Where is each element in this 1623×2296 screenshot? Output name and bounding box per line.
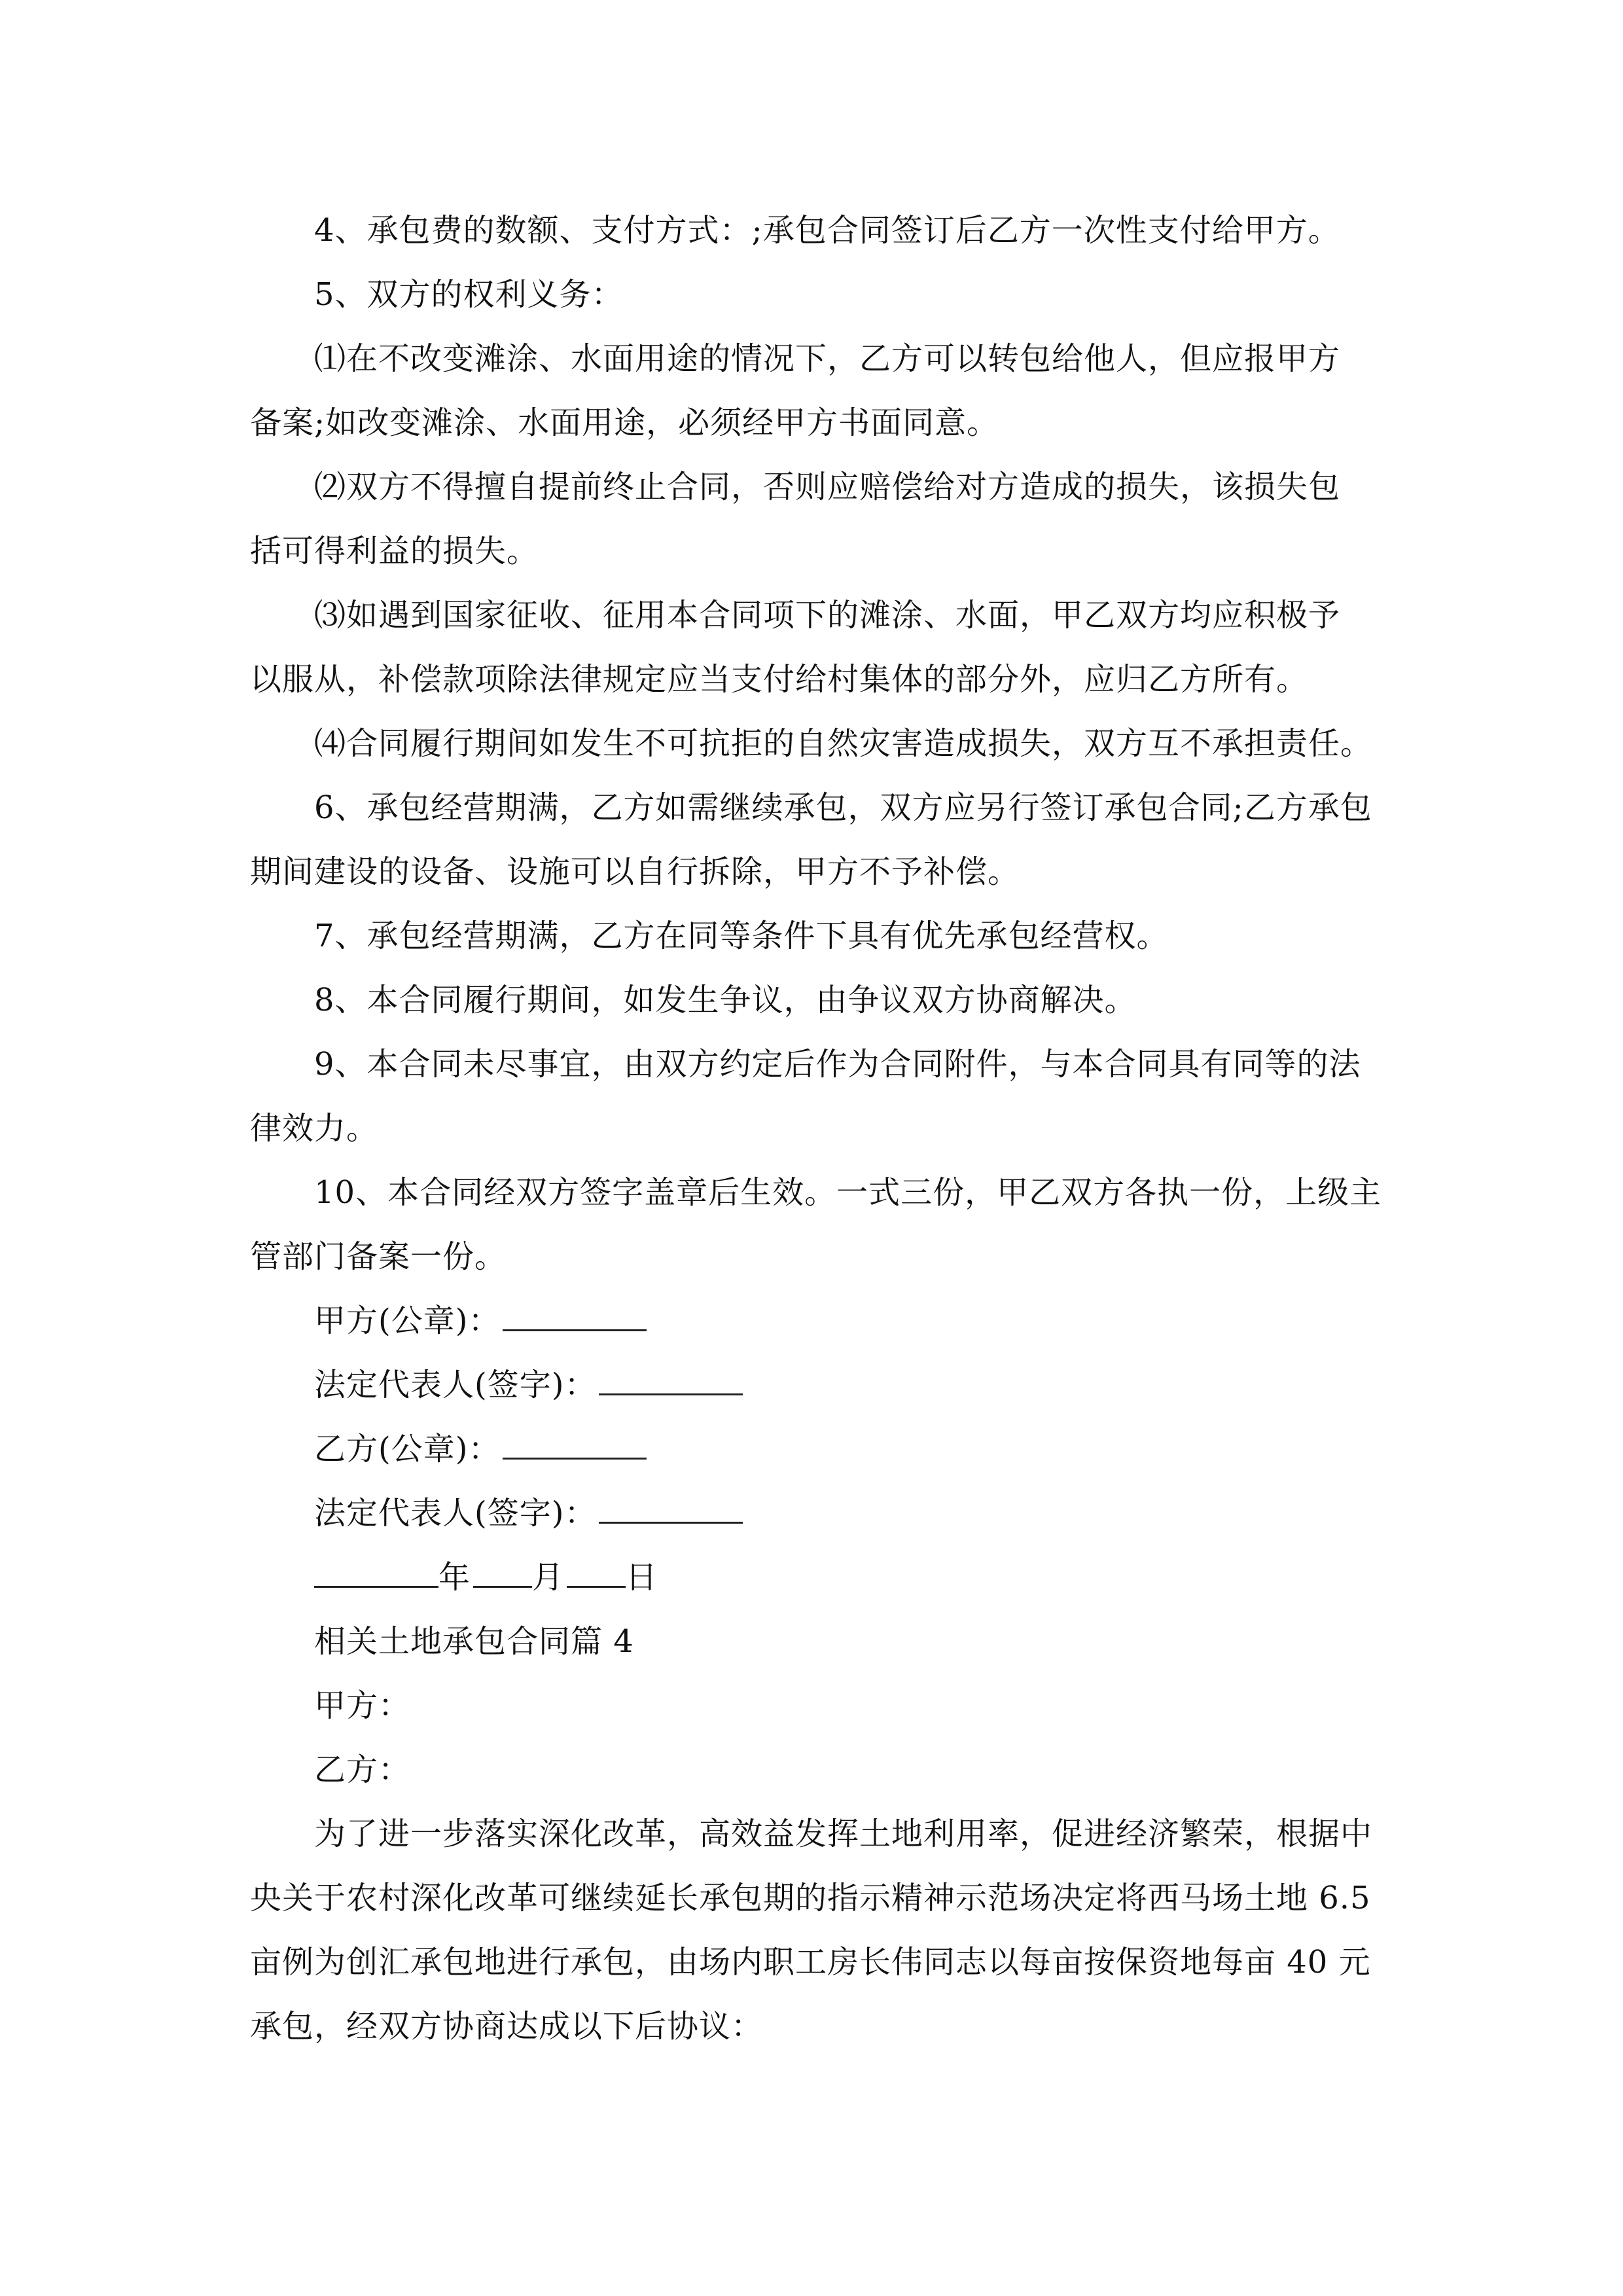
- party-b-seal-blank: [503, 1417, 647, 1460]
- clause-5-4: ⑷合同履行期间如发生不可抗拒的自然灾害造成损失，双方互不承担责任。: [314, 725, 1373, 762]
- clause-7: 7、承包经营期满，乙方在同等条件下具有优先承包经营权。: [314, 918, 1169, 954]
- party-a-rep-line: [0, 1352, 1623, 1418]
- clause-5-3-line-2: 以服从，补偿款项除法律规定应当支付给村集体的部分外，应归乙方所有。: [250, 661, 1309, 698]
- party-b-label: 乙方：: [314, 1751, 411, 1788]
- party-a-rep-blank: [599, 1353, 743, 1395]
- date-year-label: 年: [438, 1559, 471, 1596]
- date-month-blank: [473, 1545, 532, 1588]
- clause-5-3-line-1: ⑶如遇到国家征收、征用本合同项下的滩涂、水面，甲乙双方均应积极予: [314, 597, 1341, 634]
- clause-9-line-1: 9、本合同未尽事宜，由双方约定后作为合同附件，与本合同具有同等的法: [314, 1046, 1361, 1083]
- clause-5-2-line-1: ⑵双方不得擅自提前终止合同，否则应赔偿给对方造成的损失，该损失包: [314, 469, 1341, 505]
- party-a-seal-blank: [503, 1289, 647, 1331]
- party-a-seal-label: 甲方(公章)：: [314, 1302, 501, 1339]
- preamble-line-4: 承包，经双方协商达成以下后协议：: [250, 2008, 764, 2045]
- date-year-blank: [314, 1545, 438, 1588]
- party-b-seal-line: [0, 1416, 1623, 1482]
- clause-8: 8、本合同履行期间，如发生争议，由争议双方协商解决。: [314, 982, 1137, 1018]
- signing-date-line: [0, 1545, 1623, 1610]
- party-a-label: 甲方：: [314, 1687, 411, 1724]
- party-b-rep-blank: [599, 1481, 743, 1524]
- clause-10-line-1: 10、本合同经双方签字盖章后生效。一式三份，甲乙双方各执一份，上级主: [314, 1174, 1382, 1211]
- party-a-rep-label: 法定代表人(签字)：: [314, 1367, 597, 1403]
- party-a-seal-line: [0, 1288, 1623, 1354]
- clause-10-line-2: 管部门备案一份。: [250, 1238, 507, 1275]
- clause-5-1-line-2: 备案;如改变滩涂、水面用途，必须经甲方书面同意。: [250, 404, 999, 441]
- date-month-label: 月: [532, 1559, 565, 1596]
- section-title: 相关土地承包合同篇 4: [314, 1623, 634, 1660]
- party-b-rep-line: [0, 1480, 1623, 1546]
- party-b-seal-label: 乙方(公章)：: [314, 1431, 501, 1467]
- preamble-line-3: 亩例为创汇承包地进行承包，由场内职工房长伟同志以每亩按保资地每亩 40 元: [250, 1944, 1371, 1981]
- clause-5-1-line-1: ⑴在不改变滩涂、水面用途的情况下，乙方可以转包给他人，但应报甲方: [314, 340, 1341, 377]
- preamble-line-2: 央关于农村深化改革可继续延长承包期的指示精神示范场决定将西马场土地 6.5: [250, 1880, 1371, 1916]
- clause-5-heading: 5、双方的权利义务：: [314, 276, 624, 313]
- clause-9-line-2: 律效力。: [250, 1110, 379, 1147]
- clause-6-line-2: 期间建设的设备、设施可以自行拆除，甲方不予补偿。: [250, 853, 1020, 890]
- clause-5-2-line-2: 括可得利益的损失。: [250, 533, 539, 569]
- preamble-line-1: 为了进一步落实深化改革，高效益发挥土地利用率，促进经济繁荣，根据中: [314, 1816, 1373, 1852]
- date-day-label: 日: [626, 1559, 658, 1596]
- clause-6-line-1: 6、承包经营期满，乙方如需继续承包，双方应另行签订承包合同;乙方承包: [314, 789, 1372, 826]
- party-b-rep-label: 法定代表人(签字)：: [314, 1495, 597, 1532]
- date-day-blank: [567, 1545, 626, 1588]
- clause-4: 4、承包费的数额、支付方式：;承包合同签订后乙方一次性支付给甲方。: [314, 212, 1340, 249]
